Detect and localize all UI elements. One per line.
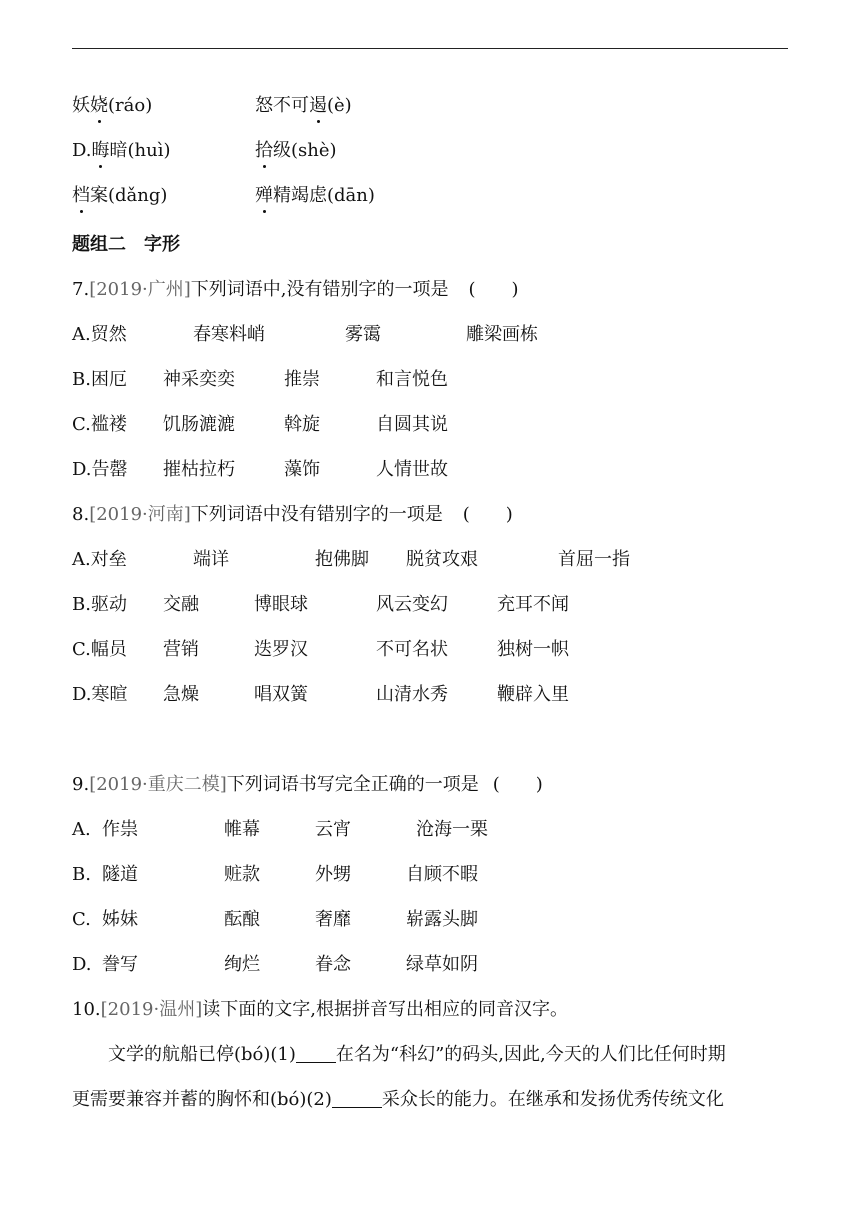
question-source: [2019·重庆二模]	[89, 774, 227, 795]
emphasis-char: 遏	[309, 95, 327, 116]
question-source: [2019·河南]	[89, 504, 191, 525]
passage-line-1: 文学的航船已停(bó)(1) 在名为“科幻”的码头,因此,今天的人们比任何时期	[108, 1044, 726, 1065]
section-title: 题组二 字形	[72, 234, 180, 255]
emphasis-char: 娆	[90, 95, 108, 116]
header-rule	[72, 48, 788, 49]
answer-paren: ( )	[462, 504, 513, 525]
emphasis-char: 拾	[255, 140, 273, 161]
answer-paren: ( )	[492, 774, 543, 795]
answer-blank-2[interactable]	[332, 1089, 382, 1108]
emphasis-char: 殚	[255, 185, 273, 206]
emphasis-char: 档	[72, 185, 90, 206]
question-source: [2019·温州]	[100, 999, 203, 1020]
question-8-stem: 8.[2019·河南]下列词语中没有错别字的一项是 ( )	[72, 504, 513, 525]
question-10-stem: 10.[2019·温州]读下面的文字,根据拼音写出相应的同音汉字。	[72, 999, 568, 1020]
passage-line-2: 更需要兼容并蓄的胸怀和(bó)(2) 采众长的能力。在继承和发扬优秀传统文化	[72, 1089, 724, 1110]
question-9-stem: 9.[2019·重庆二模]下列词语书写完全正确的一项是 ( )	[72, 774, 543, 795]
question-7-stem: 7.[2019·广州]下列词语中,没有错别字的一项是 ( )	[72, 279, 519, 300]
question-source: [2019·广州]	[89, 279, 191, 300]
answer-blank-1[interactable]	[296, 1044, 336, 1063]
emphasis-char: 晦	[91, 140, 110, 161]
answer-paren: ( )	[468, 279, 519, 300]
